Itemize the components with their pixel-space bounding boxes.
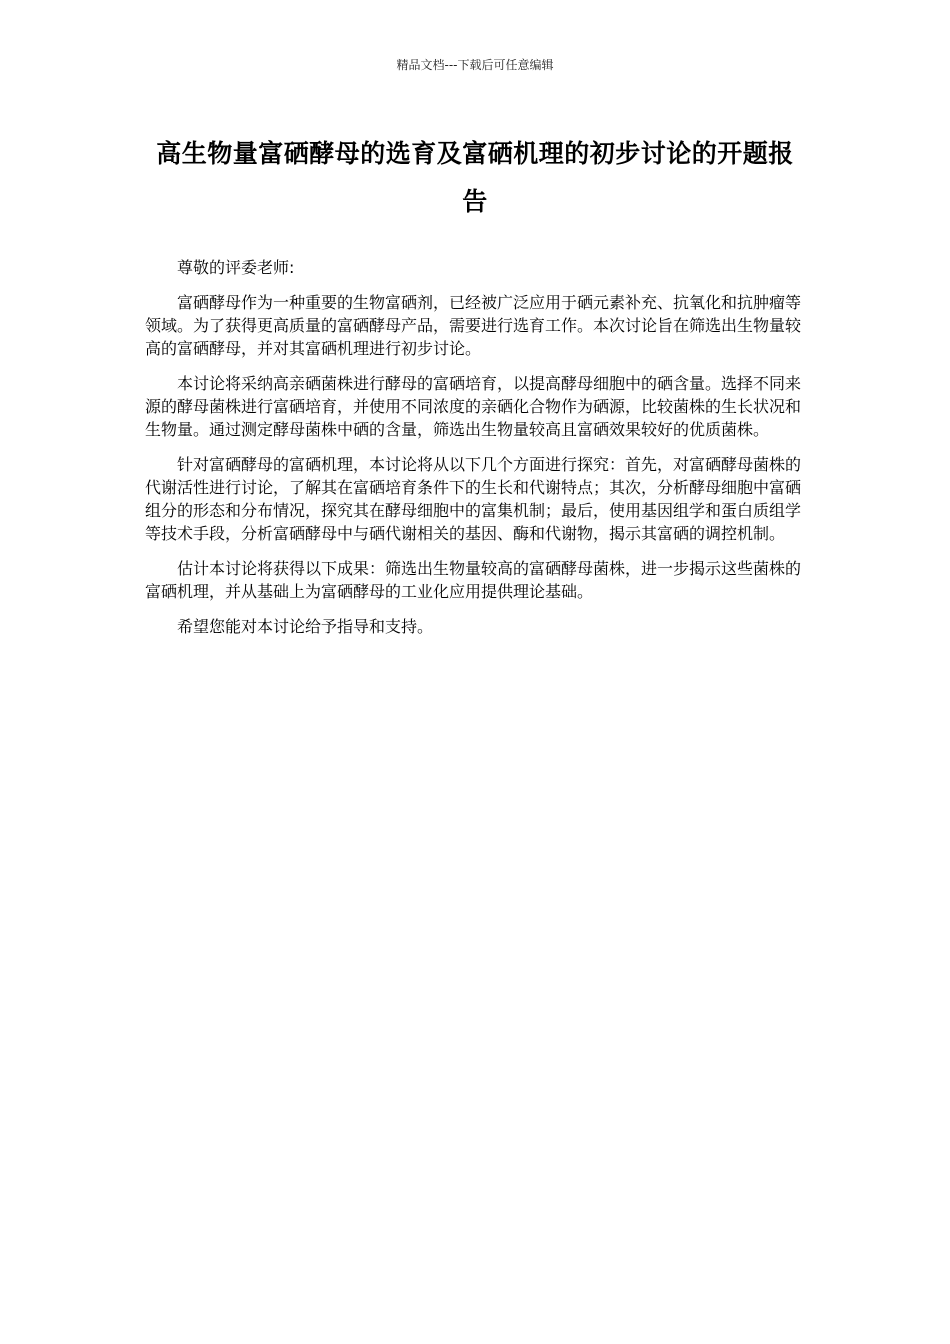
paragraph-methods: 本讨论将采纳高亲硒菌株进行酵母的富硒培育，以提高酵母细胞中的硒含量。选择不同来源的酵母菌株进行富硒培育，并使用不同浓度的亲硒化合物作为硒源，比较菌株的生长状况和生物量。通过测定酵母菌株中硒的含量，筛选出生物量较高且富硒效果较好的优质菌株。 (145, 374, 802, 439)
document-body (145, 256, 805, 650)
document-title: 高生物量富硒酵母的选育及富硒机理的初步讨论的开题报告 (156, 139, 794, 216)
paragraph-mechanism: 针对富硒酵母的富硒机理，本讨论将从以下几个方面进行探究：首先，对富硒酵母菌株的代谢活性进行讨论，了解其在富硒培育条件下的生长和代谢特点；其次，分析酵母细胞中富硒组分的形态和分布情况，探究其在酵母细胞中的富集机制；最后，使用基因组学和蛋白质组学等技术手段，分析富硒酵母中与硒代谢相关的基因、酶和代谢物，揭示其富硒的调控机制。 (145, 455, 802, 543)
paragraph-expected-results: 估计本讨论将获得以下成果：筛选出生物量较高的富硒酵母菌株，进一步揭示这些菌株的富硒机理，并从基础上为富硒酵母的工业化应用提供理论基础。 (145, 559, 802, 601)
page-header: 精品文档---下载后可任意编辑 (396, 58, 554, 72)
salutation: 尊敬的评委老师: (177, 258, 295, 277)
paragraph-introduction: 富硒酵母作为一种重要的生物富硒剂，已经被广泛应用于硒元素补充、抗氧化和抗肿瘤等领域。为了获得更高质量的富硒酵母产品，需要进行选育工作。本次讨论旨在筛选出生物量较高的富硒酵母，并对其富硒机理进行初步讨论。 (145, 293, 802, 358)
closing-remark: 希望您能对本讨论给予指导和支持。 (177, 617, 434, 636)
